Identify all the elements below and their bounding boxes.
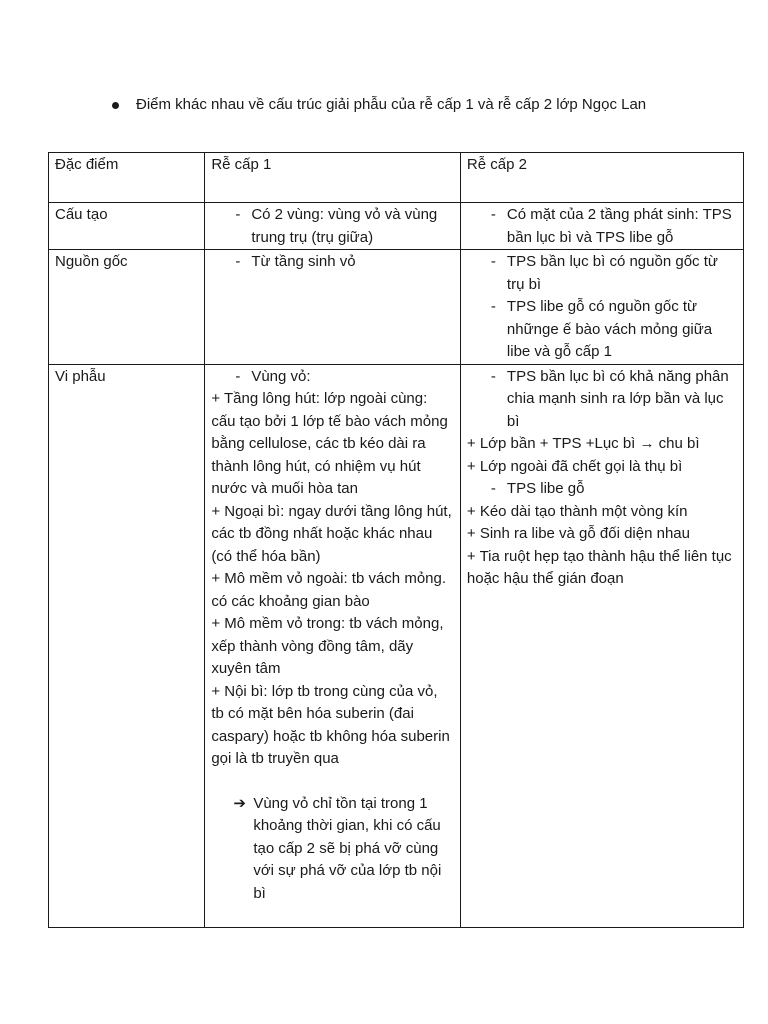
plus-item: + Lớp ngoài đã chết gọi là thụ bì — [466, 457, 683, 475]
plus-item: + Tầng lông hút: lớp ngoài cùng: cấu tạo bởi 1 lớp tế bào vách mỏng bằng cellulose, các tb kéo dài ra thành lông hút, có nhiệm vụ hút nước và muối hòa tan — [211, 390, 448, 497]
row-cau-tao — [49, 203, 744, 250]
header-cell-re-cap-2: Rễ cấp 2 — [460, 153, 743, 203]
plus-item: + Mô mềm vỏ ngoài: tb vách mỏng. có các khoảng gian bào — [211, 570, 447, 610]
cell-nguon-goc-cap2 — [460, 250, 743, 365]
plus-item: + Nội bì: lớp tb trong cùng của vỏ, tb có mặt bên hóa suberin (đai caspary) hoặc tb không hóa suberin gọi là tb truyền qua — [211, 682, 450, 767]
list-item: - Có mặt của 2 tầng phát sinh: TPS bần lục bì và TPS libe gỗ — [467, 204, 737, 249]
row-vi-phau — [49, 364, 744, 928]
bullet-icon — [112, 102, 119, 109]
plus-item: + Mô mềm vỏ trong: tb vách mỏng, xếp thành vòng đồng tâm, dãy xuyên tâm — [211, 615, 444, 677]
row-label: Nguồn gốc — [49, 250, 205, 365]
plus-item: + Tia ruột hẹp tạo thành hậu thể liên tục hoặc hậu thể gián đoạn — [466, 547, 732, 587]
list-item: - Vùng vỏ: — [211, 366, 454, 389]
cell-cau-tao-cap1 — [205, 203, 461, 250]
header-cell-re-cap-1: Rễ cấp 1 — [205, 153, 461, 203]
list-item: - TPS bần lục bì có khả năng phân chia mạnh sinh ra lớp bần và lục bì — [467, 366, 737, 434]
cell-cau-tao-cap2 — [460, 203, 743, 250]
list-item: - TPS bần lục bì có nguồn gốc từ trụ bì — [467, 251, 737, 296]
list-item: - Từ tầng sinh vỏ — [211, 251, 454, 274]
cell-nguon-goc-cap1 — [205, 250, 461, 365]
row-nguon-goc — [49, 250, 744, 365]
list-item: - TPS libe gỗ — [467, 478, 737, 501]
plus-item: + Lớp bần + TPS +Lục bì → chu bì — [466, 435, 700, 452]
right-arrow-icon: ➔ — [233, 794, 246, 812]
row-label: Vi phẫu — [49, 364, 205, 928]
plus-item: + Ngoại bì: ngay dưới tầng lông hút, các tb đồng nhất hoặc khác nhau (có thể hóa bần) — [211, 502, 452, 565]
list-item: - TPS libe gỗ có nguồn gốc từ nhữnge ế bào vách mỏng giữa libe và gỗ cấp 1 — [467, 296, 737, 364]
plus-item: + Sinh ra libe và gỗ đối diện nhau — [466, 525, 690, 542]
cell-vi-phau-cap1 — [205, 364, 461, 928]
header-cell-dac-diem: Đặc điểm — [49, 153, 205, 203]
heading-text: Điểm khác nhau về cấu trúc giải phẫu của rễ cấp 1 và rễ cấp 2 lớp Ngọc Lan — [136, 96, 647, 113]
header-row — [49, 153, 744, 203]
plus-item: + Kéo dài tạo thành một vòng kín — [466, 502, 688, 520]
arrow-note-text: Vùng vỏ chỉ tồn tại trong 1 khoảng thời gian, khi có cấu tạo cấp 2 sẽ bị phá vỡ cùng với sự phá vỡ của lớp tb nội bì — [253, 794, 442, 902]
heading — [112, 94, 752, 117]
cell-vi-phau-cap2 — [460, 364, 743, 928]
arrow-note — [211, 793, 454, 906]
list-item: - Có 2 vùng: vùng vỏ và vùng trung trụ (trụ giữa) — [211, 204, 454, 249]
comparison-table — [48, 152, 744, 928]
row-label: Cấu tạo — [49, 203, 205, 250]
